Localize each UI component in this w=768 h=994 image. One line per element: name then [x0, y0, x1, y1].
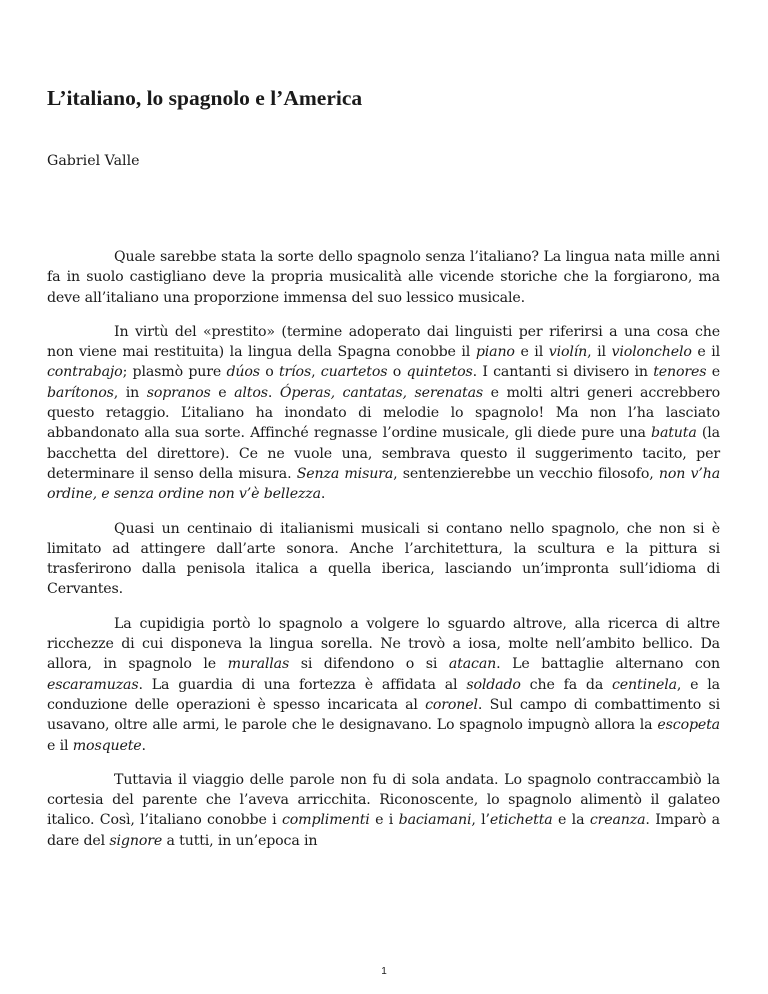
text-run: e il: [691, 344, 720, 361]
italic-term: tríos: [278, 364, 312, 381]
paragraph: [47, 322, 720, 505]
italic-term: mosquete: [72, 737, 142, 754]
italic-term: murallas: [227, 656, 290, 673]
italic-term: coronel: [425, 696, 478, 713]
text-run: si difendono o si: [289, 656, 449, 673]
text-run: . Sul campo di combattimento si usavano, oltre alle armi, le parole che le designavano. Lo spagnolo impugnò allora la: [47, 696, 720, 734]
italic-term: piano: [475, 344, 515, 361]
text-run: Quale sarebbe stata la sorte dello spagnolo senza l’italiano? La lingua nata mille anni fa in suolo castigliano deve la propria musicalità alle vicende storiche che la forgiarono, ma deve all’italiano una proporzione immensa del suo lessico musicale.: [47, 249, 720, 306]
italic-term: tenores: [653, 364, 707, 381]
italic-term: Senza misura: [296, 465, 394, 482]
document-title: L’italiano, lo spagnolo e l’America: [47, 86, 363, 110]
italic-term: contrabajo: [47, 364, 123, 381]
text-run: , e la conduzione delle operazioni è spesso incaricata al: [47, 676, 720, 713]
text-run: La cupidigia portò lo spagnolo a volgere lo sguardo altrove, alla ricerca di altre ricchezze di cui disponeva la lingua sorella. Ne trovò a iosa, molte nell’ambito bellico. Da allora, in spagnolo le: [47, 615, 720, 673]
text-run: In virtù del «prestito» (termine adoperato dai linguisti per riferirsi a una cosa che non viene mai restituita) la lingua della Spagna conobbe il: [47, 323, 720, 361]
italic-term: barítonos: [47, 384, 114, 401]
paragraph: [47, 614, 720, 756]
italic-term: soldado: [466, 676, 521, 693]
italic-term: complimenti: [282, 812, 370, 829]
paragraph: [47, 770, 720, 851]
italic-term: cuartetos: [320, 364, 388, 381]
text-run: a tutti, in un’epoca in: [162, 832, 318, 849]
text-run: . Le battaglie alternano con: [496, 656, 720, 673]
italic-term: etichetta: [489, 812, 553, 829]
document-body: [47, 247, 720, 865]
text-run: ; plasmò pure: [122, 364, 227, 381]
text-run: .: [320, 486, 326, 503]
italic-term: non v’ha ordine, e senza ordine non v’è bellezza: [47, 465, 721, 503]
text-run: e il: [514, 344, 549, 361]
text-run: .: [141, 737, 146, 754]
italic-term: violín: [548, 344, 588, 361]
text-run: e molti altri generi accrebbero questo retaggio. L’italiano ha inondato di melodie lo spagnolo! Ma non l’ha lasciato abbandonato alla sua sorte. Affinché regnasse l’ordine musicale, gli diede pure una: [47, 384, 720, 442]
italic-term: atacan: [448, 656, 497, 673]
text-run: Tuttavia il viaggio delle parole non fu di sola andata. Lo spagnolo contraccambiò la cortesia del parente che l’aveva arricchita. Riconoscente, lo spagnolo alimentò il galateo italico. Così, l’italiano conobbe i: [47, 771, 720, 829]
italic-term: creanza: [589, 812, 646, 829]
italic-term: sopranos: [146, 384, 211, 401]
text-run: o: [387, 364, 407, 381]
italic-term: quintetos: [406, 364, 473, 381]
text-run: .: [267, 384, 280, 401]
text-run: . La guardia di una fortezza è affidata al: [138, 676, 467, 693]
paragraph: [47, 519, 720, 600]
text-run: , sentenzierebbe un vecchio filosofo,: [393, 465, 659, 482]
text-run: e: [210, 384, 235, 401]
italic-term: escaramuzas: [47, 676, 139, 693]
text-run: . I cantanti si divisero in: [472, 364, 654, 381]
italic-term: baciamani: [398, 812, 472, 829]
author-name: Gabriel Valle: [47, 153, 140, 169]
page-number: 1: [381, 966, 387, 977]
text-run: Quasi un centinaio di italianismi musicali si contano nello spagnolo, che non si è limitato ad attingere dall’arte sonora. Anche l’architettura, la scultura e la pittura si trasferirono dalla penisola italica a quella iberica, lasciando un’impronta sull’idioma di Cervantes.: [47, 520, 720, 598]
paragraph: [47, 247, 720, 308]
text-run: e la: [552, 812, 590, 829]
text-run: . Imparò a dare del: [47, 812, 720, 849]
text-run: e i: [369, 812, 399, 829]
text-run: ,: [311, 364, 321, 381]
text-run: che fa da: [520, 676, 613, 693]
text-run: e il: [47, 737, 73, 754]
italic-term: centinela: [612, 676, 677, 693]
italic-term: violonchelo: [611, 344, 692, 361]
italic-term: signore: [109, 832, 163, 849]
text-run: , il: [587, 344, 612, 361]
italic-term: escopeta: [657, 717, 720, 734]
italic-term: Óperas, cantatas, serenatas: [279, 384, 484, 401]
text-run: o: [259, 364, 279, 381]
italic-term: altos: [234, 384, 268, 401]
italic-term: dúos: [226, 364, 260, 381]
text-run: , in: [113, 384, 147, 401]
text-run: (la bacchetta del direttore). Ce ne vuole una, sembrava questo il suggerimento tacito, per determinare il senso della misura.: [47, 425, 720, 482]
text-run: e: [706, 364, 720, 381]
text-run: , l’: [471, 812, 490, 829]
italic-term: batuta: [651, 425, 697, 442]
